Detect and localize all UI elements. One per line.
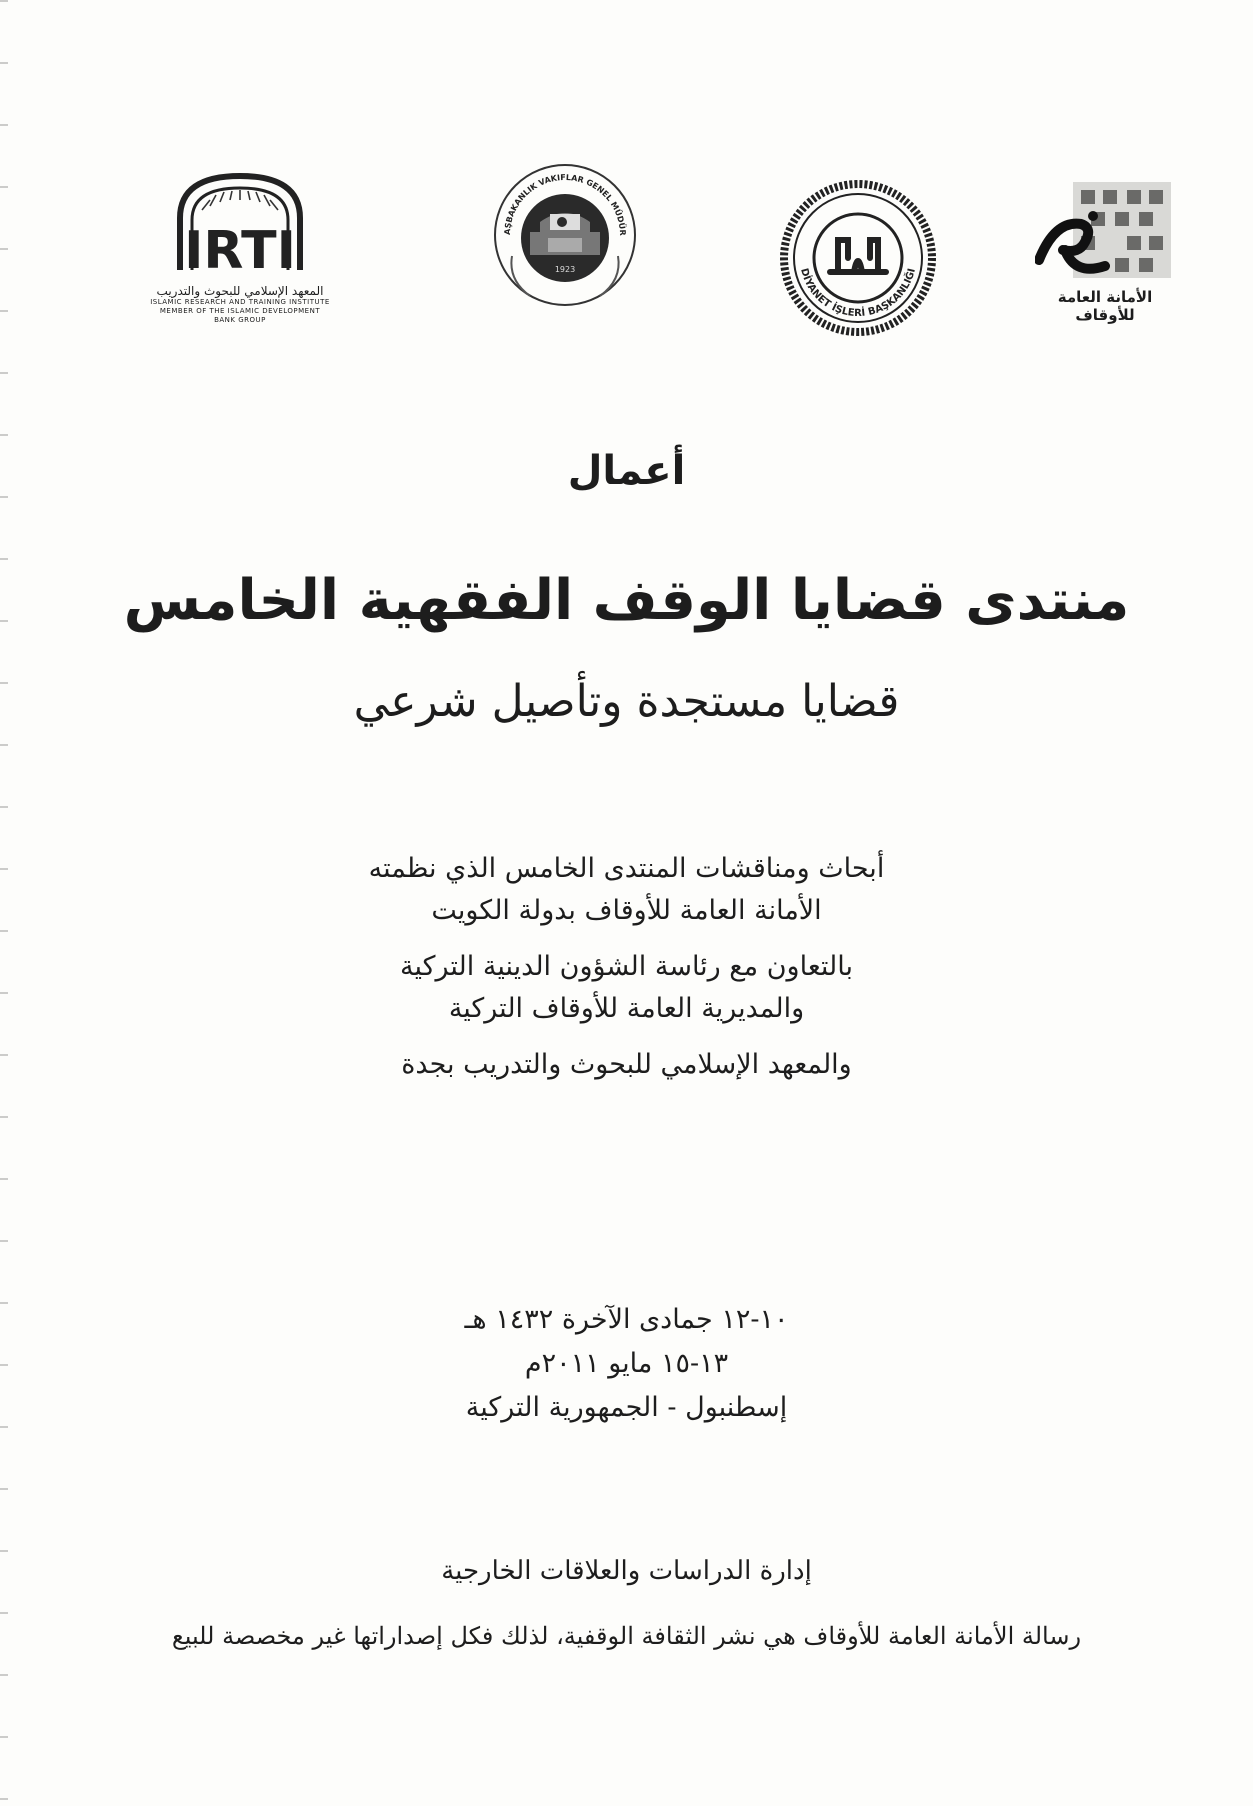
main-title: منتدى قضايا الوقف الفقهية الخامس xyxy=(123,568,1130,633)
partner-logos xyxy=(0,160,1253,330)
svg-text:DİYANET İŞLERİ BAŞKANLIĞI: DİYANET İŞLERİ BAŞKANLIĞI xyxy=(798,267,918,320)
awqaf-caption: الأمانة العامة للأوقاف xyxy=(1057,288,1153,324)
mission-statement: رسالة الأمانة العامة للأوقاف هي نشر الثقافة الوقفية، لذلك فكل إصداراتها غير مخصصة للبيع xyxy=(171,1622,1082,1650)
description-line: والمعهد الإسلامي للبحوث والتدريب بجدة xyxy=(401,1049,852,1080)
hijri-date: ١٠-١٢ جمادى الآخرة ١٤٣٢ هـ xyxy=(464,1304,789,1335)
subtitle: قضايا مستجدة وتأصيل شرعي xyxy=(353,676,900,727)
svg-text:1923: 1923 xyxy=(554,265,576,274)
event-dates xyxy=(0,1298,1253,1430)
irti-emblem-icon xyxy=(150,170,330,278)
irti-english-caption: ISLAMIC RESEARCH AND TRAINING INSTITUTE xyxy=(150,298,330,306)
department-name: إدارة الدراسات والعلاقات الخارجية xyxy=(441,1556,812,1586)
svg-text:T.C. BAŞBAKANLIK VAKIFLAR GENE: AŞBAKANLIK VAKIFLAR GENEL MÜDÜR xyxy=(502,172,628,236)
irti-group-caption: MEMBER OF THE ISLAMIC DEVELOPMENT BANK GROUP xyxy=(159,307,321,324)
diyanet-logo xyxy=(778,178,938,338)
irti-logo xyxy=(150,170,330,325)
irti-arabic-caption: المعهد الإسلامي للبحوث والتدريب xyxy=(156,284,324,298)
event-location: إسطنبول - الجمهورية التركية xyxy=(465,1392,788,1423)
svg-text:IRTI: IRTI xyxy=(184,221,296,278)
description-line: أبحاث ومناقشات المنتدى الخامس الذي نظمته xyxy=(368,853,885,884)
description-line: بالتعاون مع رئاسة الشؤون الدينية التركية xyxy=(400,951,853,982)
awqaf-emblem-icon xyxy=(1035,180,1175,280)
diyanet-seal-icon xyxy=(778,178,938,338)
vakiflar-logo xyxy=(490,160,640,310)
gregorian-date: ١٣-١٥ مايو ٢٠١١م xyxy=(524,1348,729,1379)
kicker-heading: أعمال xyxy=(567,448,686,494)
organizers-description xyxy=(0,848,1253,1086)
description-line: والمديرية العامة للأوقاف التركية xyxy=(448,993,805,1024)
vakiflar-seal-icon xyxy=(490,160,640,310)
awqaf-logo xyxy=(1035,180,1175,324)
description-line: الأمانة العامة للأوقاف بدولة الكويت xyxy=(431,895,822,926)
